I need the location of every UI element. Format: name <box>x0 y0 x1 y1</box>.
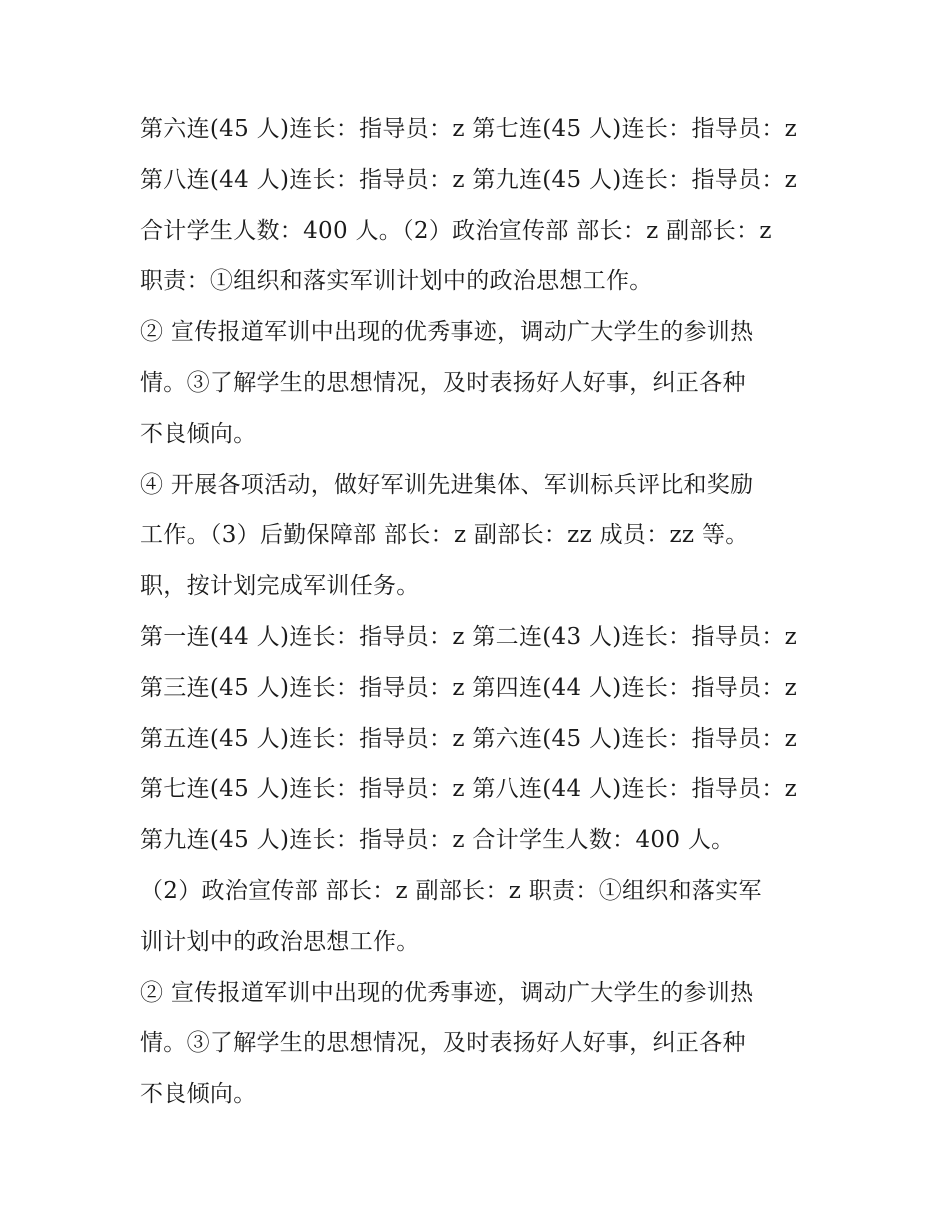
text-line: 第一连(44 人)连长：指导员：z 第二连(43 人)连长：指导员：z <box>140 623 798 650</box>
text-line: 第九连(45 人)连长：指导员：z 合计学生人数：400 人。 <box>140 827 735 854</box>
text-line: 情。③了解学生的思想情况，及时表扬好人好事，纠正各种 <box>140 1030 746 1057</box>
text-line: 合计学生人数：400 人。（2）政治宣传部 部长：z 副部长：z <box>140 217 772 244</box>
text-line: 训计划中的政治思想工作。 <box>140 928 420 955</box>
text-line: （2）政治宣传部 部长：z 副部长：z 职责：①组织和落实军 <box>140 877 762 904</box>
text-line: 职，按计划完成军训任务。 <box>140 573 420 600</box>
text-line: ② 宣传报道军训中出现的优秀事迹，调动广大学生的参训热 <box>140 979 754 1006</box>
text-line: 不良倾向。 <box>140 420 257 447</box>
text-line: 第六连(45 人)连长：指导员：z 第七连(45 人)连长：指导员：z <box>140 116 798 142</box>
text-line: 第三连(45 人)连长：指导员：z 第四连(44 人)连长：指导员：z <box>140 674 798 701</box>
text-line: 情。③了解学生的思想情况，及时表扬好人好事，纠正各种 <box>140 369 746 396</box>
text-line: 第七连(45 人)连长：指导员：z 第八连(44 人)连长：指导员：z <box>140 776 798 803</box>
text-line: 第五连(45 人)连长：指导员：z 第六连(45 人)连长：指导员：z <box>140 725 798 752</box>
text-line: ④ 开展各项活动，做好军训先进集体、军训标兵评比和奖励 <box>140 471 754 498</box>
document-body <box>140 104 830 1120</box>
text-line: 不良倾向。 <box>140 1081 257 1108</box>
text-line: 第八连(44 人)连长：指导员：z 第九连(45 人)连长：指导员：z <box>140 166 798 193</box>
text-line: 职责：①组织和落实军训计划中的政治思想工作。 <box>140 268 653 295</box>
text-line: ② 宣传报道军训中出现的优秀事迹，调动广大学生的参训热 <box>140 319 754 346</box>
text-line: 工作。（3）后勤保障部 部长：z 副部长：zz 成员：zz 等。 <box>140 522 749 549</box>
